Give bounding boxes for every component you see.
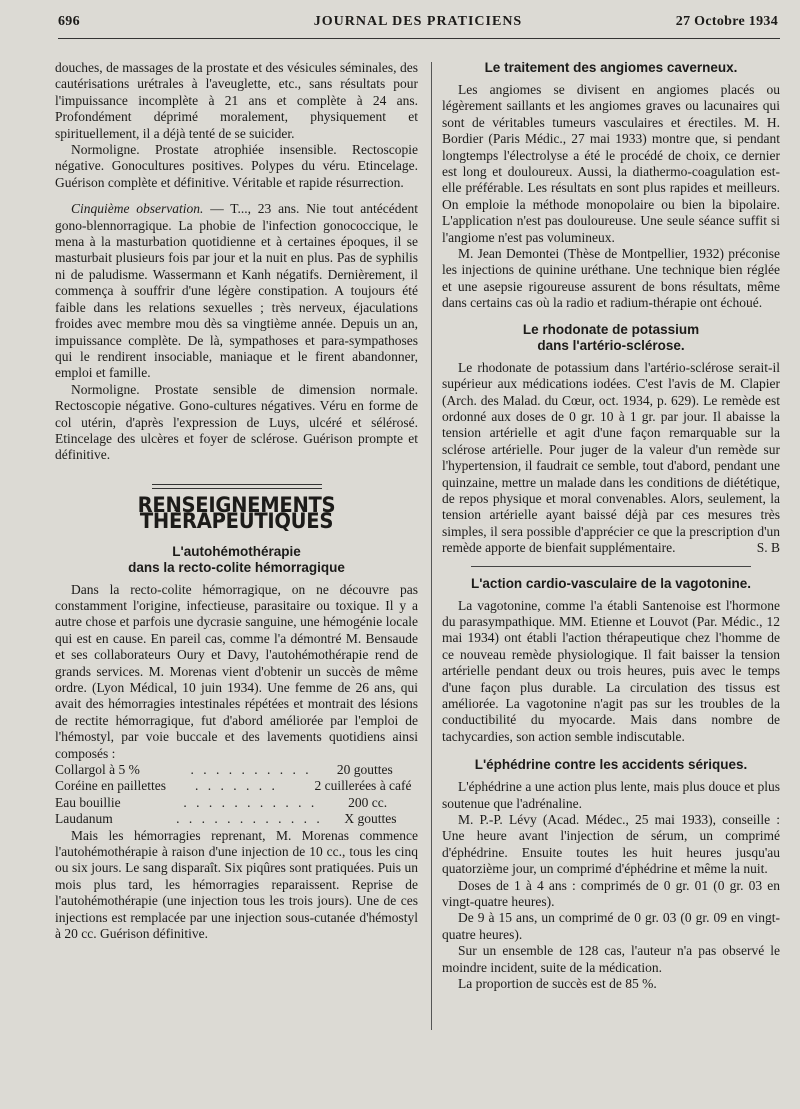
paragraph: La vagotonine, comme l'a établi Santenoise est l'hormone du parasympathique. MM. Etienne et Louvot (Par. Médic., 12 mai 1934) ont établi l'action thérapeutique chez l'homme de ce nouveau remède physiologique. Il fait baisser la tension artérielle pendant deux ou trois heures, puis avec le temps d'une façon plus durable. La circulation des tissus est améliorée. La vagotonine n'agit pas sur les troubles de la conductibilité du myocarde. Mais dans nombre de tachycardies, son action semble indiscutable. [442, 597, 780, 744]
paragraph: La proportion de succès est de 85 %. [458, 976, 657, 992]
article-separator [471, 566, 751, 567]
column-divider [431, 62, 432, 1030]
header-rule [58, 38, 780, 39]
right-column [442, 60, 780, 993]
ingredient-row [55, 778, 418, 794]
ingredient-name: Eau bouillie [55, 794, 121, 810]
ingredient-name: Collargol à 5 % [55, 762, 140, 778]
paragraph: Les angiomes se divisent en angiomes placés ou légèrement saillants et les angiomes graves ou lacunaires qui sont de véritables tumeurs vasculaires et érectiles. M. H. Bordier (Paris Médic., 27 mai 1933) montre que, si pendant longtemps l'électrolyse a été le procédé de choix, ce dernier est long et douloureux. Aussi, la diathermo-coagulation est-elle préférable. Les résultats en sont plus rapides et meilleurs. On emploie la méthode monopolaire ou bien la bipolaire. L'application n'est pas douloureuse. Une seule séance suffit si l'angiome n'est pas volumineux. [442, 82, 780, 245]
article-title: L'autohémothérapie dans la recto-colite hémorragique [128, 543, 345, 575]
ingredient-dots: . . . . . . . . . . [190, 762, 312, 778]
ingredient-qty: 2 cuillerées à café [314, 778, 412, 794]
paragraph: Normoligne. Prostate sensible de dimension normale. Rectoscopie négative. Gono-cultures négatives. Véru en forme de col utérin, d'après l'expression de Luys, ulcéré et sélérosé. Etincelage des ulcères et foyer de sclérose. Guérison prompte et définitive. [55, 381, 418, 463]
paragraph: Mais les hémorragies reprenant, M. Morenas commence l'autohémothérapie à raison d'une injection de 10 cc., tous les cinq ou six jours. Le sang disparaît. Six piqûres sont pratiquées. Puis un mois plus tard, les hémorragies reparaissent. Reprise de l'autohémothérapie (une injection tous les trois jours). Une de ces injections est remplacée par une injection sous-cutanée d'hémostyl à 20 cc. Guérison définitive. [55, 827, 418, 942]
paragraph: Doses de 1 à 4 ans : comprimés de 0 gr. 01 (0 gr. 03 en vingt-quatre heures). [442, 877, 780, 910]
page-header [58, 14, 778, 36]
ingredient-dots: . . . . . . . [195, 778, 278, 794]
ingredient-name: Coréine en paillettes [55, 778, 166, 794]
ingredient-row [55, 811, 418, 827]
article-title: L'action cardio-vasculaire de la vagotonine. [470, 575, 752, 591]
ornament-divider [152, 484, 322, 489]
paragraph: Dans la recto-colite hémorragique, on ne découvre pas constamment l'origine, infectieuse, parasitaire ou toxique. Il y a autre chose et parfois une dycrasie sanguine, une hémogénie locale qui est en cause. En pareil cas, comme l'a démontré M. Bensaude et ses collaborateurs Oury et Davy, l'autohémothérapie rend de grands services. M. Morenas vient d'obtenir un succès de même ordre. (Lyon Médical, 10 juin 1934). Une femme de 26 ans, qui avait des hémorragies intestinales répétées et montrait des lésions de rectite hémorragique, fut d'abord améliorée par l'emploi de l'hémostyl, par voie buccale et des lavements quotidiens ainsi composés : [55, 581, 418, 761]
paragraph: De 9 à 15 ans, un comprimé de 0 gr. 03 (0 gr. 09 en vingt-quatre heures). [442, 910, 780, 942]
paragraph: Normoligne. Prostate atrophiée insensible. Rectoscopie négative. Gonocultures positives. Polypes du véru. Etincelage. Guérison complète et définitive. Véritable et rapide résurrection. [55, 142, 418, 190]
ingredient-dots: . . . . . . . . . . . [183, 794, 318, 810]
paragraph: Sur un ensemble de 128 cas, l'auteur n'a pas observé le moindre incident, suite de la médication. [442, 943, 780, 975]
ingredient-row [55, 762, 418, 778]
ingredient-qty: X gouttes [344, 811, 397, 827]
issue-date: 27 Octobre 1934 [675, 14, 778, 29]
ingredient-list [55, 762, 418, 828]
paragraph: douches, de massages de la prostate et des vésicules séminales, des cautérisations urétrales à l'aveuglette, etc., sans résultats pour l'impuissance incomplète à 21 ans et complète à 24 ans. Profondément déprimé moralement, physiquement et spirituellement, il a déjà tenté de se suicider. [55, 60, 418, 141]
ingredient-name: Laudanum [55, 811, 113, 827]
ingredient-row [55, 795, 418, 811]
ingredient-dots: . . . . . . . . . . . . [176, 811, 323, 827]
paragraph: L'éphédrine a une action plus lente, mais plus douce et plus soutenue que l'adrénaline. [442, 779, 780, 811]
article-title: Le rhodonate de potassium dans l'artério-sclérose. [522, 321, 700, 353]
ingredient-qty: 200 cc. [348, 794, 388, 810]
left-column [55, 60, 418, 943]
paragraph: M. P.-P. Lévy (Acad. Médec., 25 mai 1933), conseille : Une heure avant l'injection de sérum, un comprimé d'éphédrine. Ensuite toutes les huit heures jusqu'au quatorzième jour, un comprimé d'éphédrine et même la nuit. [442, 812, 780, 877]
author-signature: S. B [756, 540, 780, 556]
paragraph: M. Jean Demontei (Thèse de Montpellier, 1932) préconise les injections de quinine uréthane. Une technique bien réglée et une asepsie rigoureuse assurent de bons résultats, même dans certains cas où la radio et radium-thérapie ont échoué. [442, 246, 780, 311]
observation-paragraph: Cinquième observation. — T..., 23 ans. Nie tout antécédent gono-blennorragique. La phobie de l'infection gonococcique, le mena à la masturbation quotidienne et à certaines époques, il se masturbait plusieurs fois par jour et la nuit en plus. Pas de syphilis ni de paludisme. Wassermann et Kanh négatifs. Dernièrement, il commença à souffrir d'une légère constipation. A toujours été faible dans les relations sexuelles ; très nerveux, éjaculations froides avec membre mou dès sa vingtième année. Depuis un an, impuissance complète. De là, sympathoses et para-sympathoses qui le rendirent insociable, maniaque et le firent abandonner, emploi et famille. [55, 201, 419, 381]
page-number: 696 [58, 14, 80, 29]
ingredient-qty: 20 gouttes [336, 762, 393, 778]
article-title: L'éphédrine contre les accidents sériques. [474, 757, 748, 773]
journal-title: JOURNAL DES PRATICIENS [313, 14, 523, 29]
article-title: Le traitement des angiomes caverneux. [484, 60, 738, 75]
observation-label: Cinquième observation. [71, 201, 204, 217]
paragraph: Le rhodonate de potassium dans l'artério-sclérose serait-il supérieur aux médications iodées. C'est l'avis de M. Clapier (Arch. des Malad. du Cœur, oct. 1934, p. 629). Le remède est ordonné aux doses de 0 gr. 10 à 1 gr. par jour. Il abaisse la tension artérielle et agit d'une façon remarquable sur la sclérose artérielle. Pour juger de la valeur d'un remède sur l'hypertension, il faudrait ce semble, tout d'abord, pendant une quinzaine, mettre un malade dans les conditions de diététique, de repos physique et moral convenables. Alors, seulement, la tension artérielle ayant baissé déjà par ces mesures très simples, il sera possible d'apprécier ce que la prescription d'un remède apporte de bienfait supplémentaire. S. B [442, 359, 780, 556]
section-title: RENSEIGNEMENTS THÉRAPEUTIQUES [137, 492, 336, 534]
